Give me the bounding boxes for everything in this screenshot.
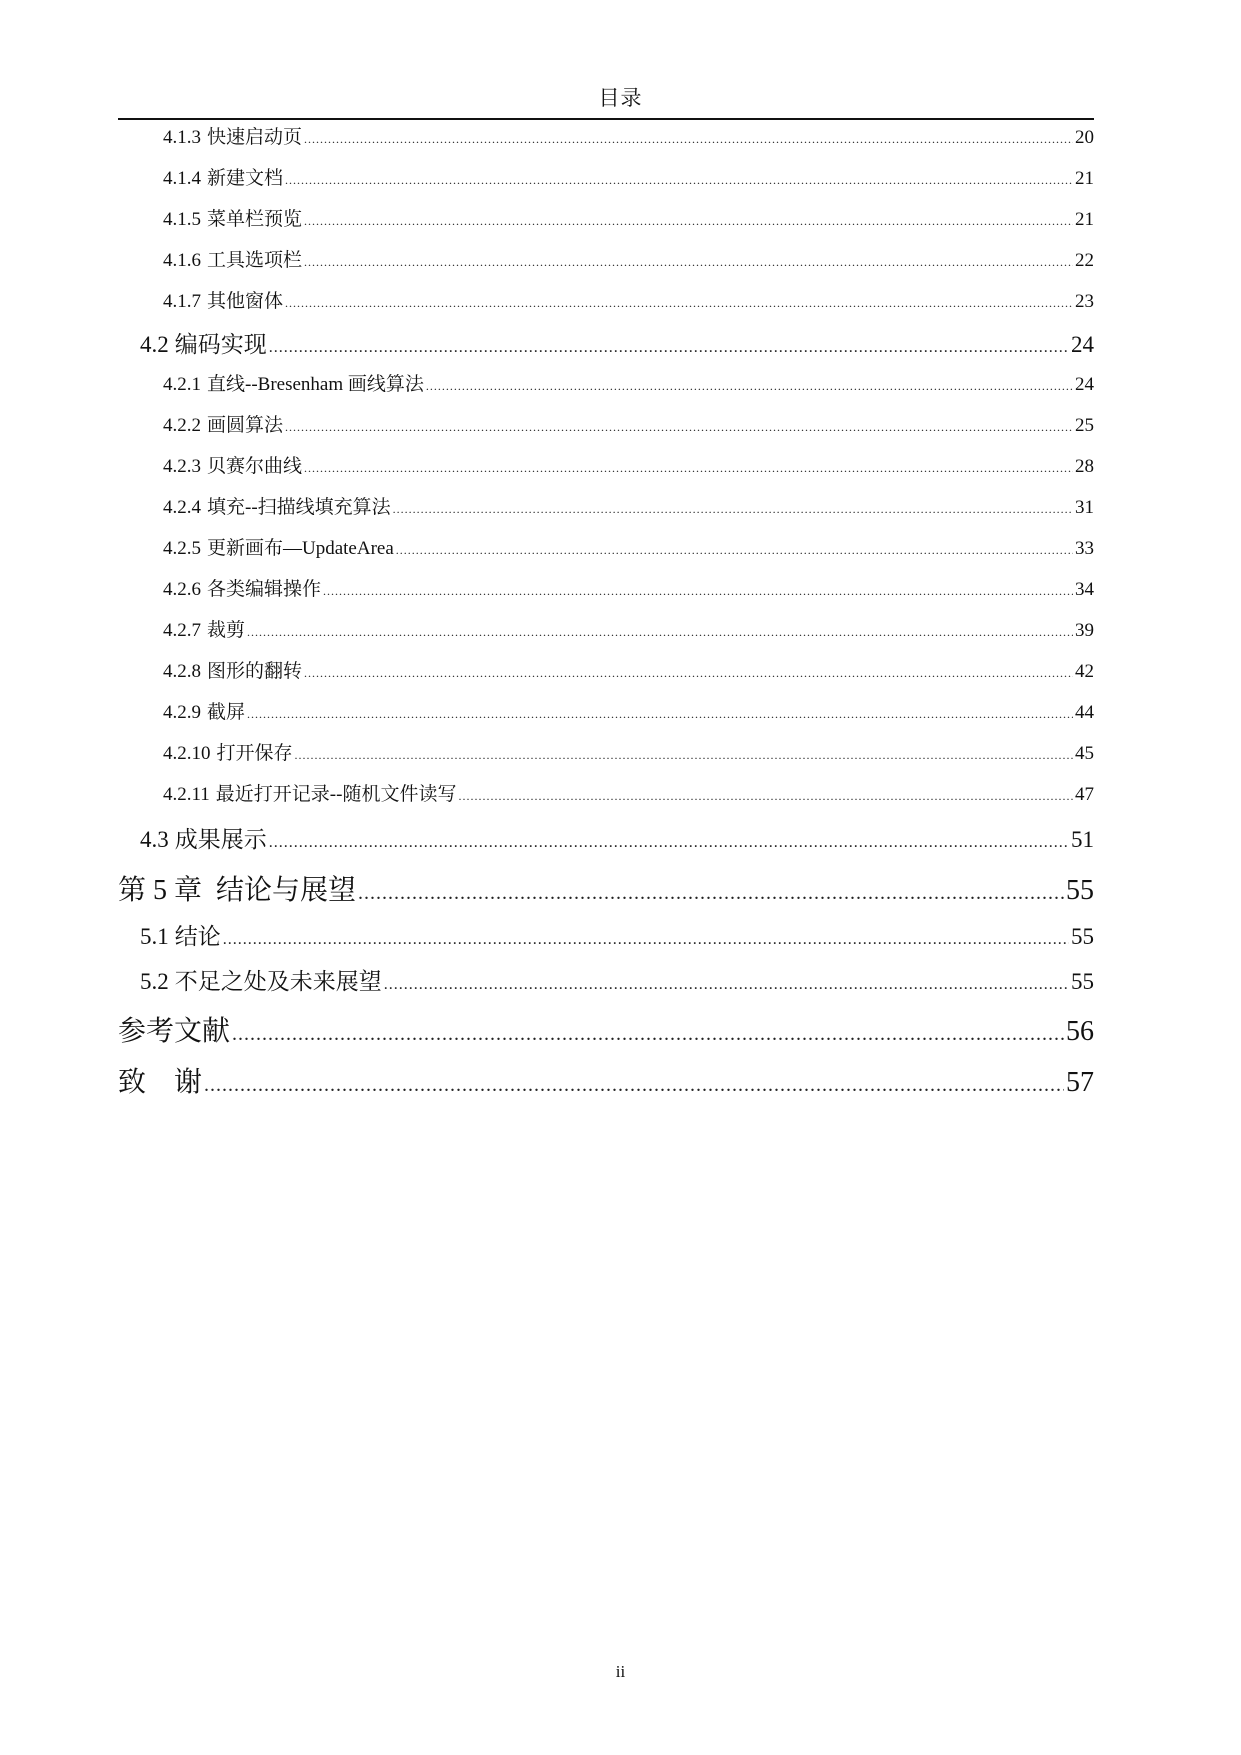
dot-leader <box>247 625 1073 640</box>
toc-entry-number: 4.2.2 <box>163 415 201 436</box>
toc-entry-title: 不足之处及未来展望 <box>174 969 382 994</box>
toc-chapter[interactable] <box>118 868 1094 908</box>
toc-entry-page: 55 <box>1071 924 1094 949</box>
toc-entry-page: 39 <box>1075 620 1094 641</box>
toc-entry-number: 4.2.10 <box>163 743 211 764</box>
dot-leader <box>247 707 1073 722</box>
toc-entry-title: 填充--扫描线填充算法 <box>207 497 391 518</box>
toc-entry-page: 55 <box>1066 875 1094 906</box>
toc-entry[interactable] <box>163 451 1094 478</box>
toc-entry-page: 21 <box>1075 209 1094 230</box>
toc-entry-page: 51 <box>1071 827 1094 852</box>
toc-entry-title: 结论 <box>174 924 221 949</box>
dot-leader <box>304 214 1073 229</box>
toc-entry[interactable] <box>163 574 1094 601</box>
dot-leader <box>269 339 1069 357</box>
toc-entry-title: 其他窗体 <box>207 291 284 312</box>
toc-entry-page: 55 <box>1071 969 1094 994</box>
toc-entry[interactable] <box>163 369 1094 396</box>
toc-entry-title: 贝赛尔曲线 <box>207 456 303 477</box>
toc-entry-title: 参考文献 <box>118 1016 231 1047</box>
toc-entry[interactable] <box>140 918 1094 951</box>
toc-entry-page: 25 <box>1075 415 1094 436</box>
toc-entry-title: 各类编辑操作 <box>207 579 322 600</box>
toc-entry-page: 24 <box>1075 374 1094 395</box>
toc-entry[interactable] <box>163 163 1094 190</box>
toc-entry[interactable] <box>163 697 1094 724</box>
dot-leader <box>285 173 1073 188</box>
toc-entry-number: 4.1.3 <box>163 127 201 148</box>
toc-entry[interactable] <box>163 204 1094 231</box>
toc-entry[interactable] <box>163 410 1094 437</box>
dot-leader <box>285 296 1073 311</box>
toc-entry[interactable] <box>163 615 1094 642</box>
toc-entry-page: 44 <box>1075 702 1094 723</box>
toc-entry[interactable] <box>163 738 1094 765</box>
toc-entry-page: 42 <box>1075 661 1094 682</box>
toc-entry-page: 22 <box>1075 250 1094 271</box>
toc-entry[interactable] <box>140 963 1094 996</box>
toc-entry-title: 更新画布—UpdateArea <box>207 538 394 559</box>
dot-leader <box>458 789 1073 804</box>
toc-entry-page: 47 <box>1075 784 1094 805</box>
dot-leader <box>304 666 1073 681</box>
toc-entry-title: 打开保存 <box>216 743 293 764</box>
toc-entry-number: 5.2 <box>140 969 169 994</box>
toc-entry-number: 4.1.4 <box>163 168 201 189</box>
toc-entry-number: 4.2.1 <box>163 374 201 395</box>
toc-entry-number: 4.2.8 <box>163 661 201 682</box>
toc-entry-number: 4.2 <box>140 332 169 357</box>
toc-entry-title: 图形的翻转 <box>207 661 303 682</box>
dot-leader <box>304 132 1073 147</box>
toc-entry-number: 4.2.11 <box>163 784 210 805</box>
toc-entry-page: 28 <box>1075 456 1094 477</box>
page-number: ii <box>615 1662 626 1681</box>
toc-entry-title: 快速启动页 <box>207 127 303 148</box>
toc-entry-number: 4.1.6 <box>163 250 201 271</box>
toc-entry[interactable] <box>163 122 1094 149</box>
toc-entry[interactable] <box>140 821 1094 854</box>
toc-entry-title: 菜单栏预览 <box>207 209 303 230</box>
dot-leader <box>396 543 1073 558</box>
toc-entry-number: 4.2.9 <box>163 702 201 723</box>
toc-entry-number: 4.1.7 <box>163 291 201 312</box>
toc-entry[interactable] <box>163 533 1094 560</box>
toc-entry-number: 4.2.4 <box>163 497 201 518</box>
toc-entry-number: 5.1 <box>140 924 169 949</box>
toc-entry-title: 成果展示 <box>174 827 267 852</box>
toc-entry-page: 45 <box>1075 743 1094 764</box>
toc-entry[interactable] <box>163 245 1094 272</box>
dot-leader <box>323 584 1073 599</box>
toc-entry-title: 直线--Bresenham 画线算法 <box>207 374 424 395</box>
toc-entry-number: 4.2.7 <box>163 620 201 641</box>
toc-entry-number: 4.1.5 <box>163 209 201 230</box>
toc-entry-page: 56 <box>1066 1016 1094 1047</box>
dot-leader <box>358 882 1064 905</box>
toc-entry-title: 画圆算法 <box>207 415 284 436</box>
toc-entry[interactable] <box>163 656 1094 683</box>
toc-entry-page: 34 <box>1075 579 1094 600</box>
toc-entry-number: 第 5 章 <box>118 875 203 906</box>
toc-entry-title: 裁剪 <box>207 620 246 641</box>
dot-leader <box>393 502 1073 517</box>
dot-leader <box>269 834 1069 852</box>
toc-entry-title: 编码实现 <box>174 332 267 357</box>
dot-leader <box>285 420 1073 435</box>
toc-entry-page: 31 <box>1075 497 1094 518</box>
toc-chapter[interactable] <box>118 1009 1094 1049</box>
toc-entry-number: 4.2.6 <box>163 579 201 600</box>
toc-chapter[interactable] <box>118 1060 1094 1100</box>
toc-entry-title: 最近打开记录--随机文件读写 <box>215 784 457 805</box>
toc-entry[interactable] <box>163 779 1094 806</box>
toc-entry[interactable] <box>140 326 1094 359</box>
dot-leader <box>232 1023 1064 1046</box>
toc-entry-number: 4.3 <box>140 827 169 852</box>
toc-entry-page: 33 <box>1075 538 1094 559</box>
dot-leader <box>223 931 1069 949</box>
toc-entry-page: 23 <box>1075 291 1094 312</box>
dot-leader <box>304 461 1073 476</box>
dot-leader <box>426 379 1073 394</box>
toc-entry-title: 新建文档 <box>207 168 284 189</box>
dot-leader <box>384 976 1069 994</box>
toc-entry-title: 工具选项栏 <box>207 250 303 271</box>
dot-leader <box>295 748 1073 763</box>
toc-entry-title: 结论与展望 <box>216 875 357 906</box>
toc-entry-page: 57 <box>1066 1067 1094 1098</box>
toc-entry[interactable] <box>163 286 1094 313</box>
toc-entry-page: 24 <box>1071 332 1094 357</box>
dot-leader <box>204 1074 1064 1097</box>
toc-entry[interactable] <box>163 492 1094 519</box>
toc-entry-number: 4.2.5 <box>163 538 201 559</box>
toc-entry-number: 4.2.3 <box>163 456 201 477</box>
running-header: 目录 <box>598 86 643 110</box>
toc-entry-title: 截屏 <box>207 702 246 723</box>
toc-entry-title: 致 谢 <box>118 1067 203 1098</box>
toc-entry-page: 20 <box>1075 127 1094 148</box>
dot-leader <box>304 255 1073 270</box>
toc-entry-page: 21 <box>1075 168 1094 189</box>
